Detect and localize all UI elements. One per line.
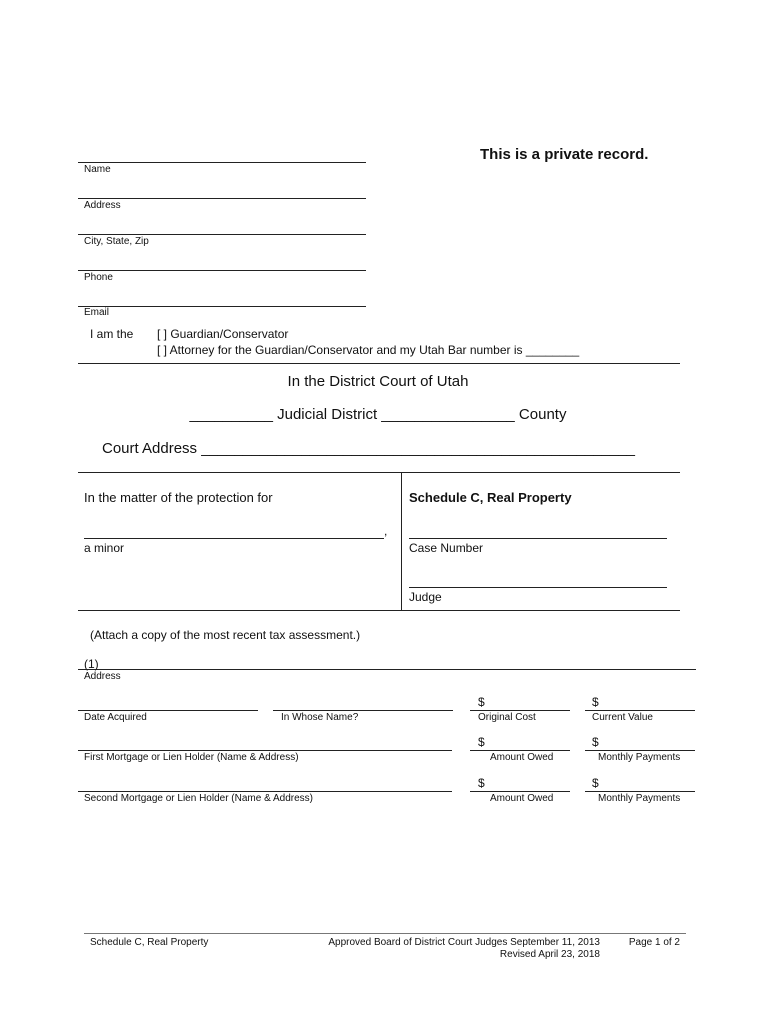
section-divider <box>78 363 680 364</box>
second-mortgage-label: Second Mortgage or Lien Holder (Name & Address) <box>84 793 314 804</box>
guardian-conservator-checkbox[interactable]: [ ] Guardian/Conservator <box>157 327 289 341</box>
first-amount-owed-label: Amount Owed <box>490 752 554 763</box>
current-value-label: Current Value <box>592 712 653 723</box>
first-mortgage-field[interactable] <box>78 750 452 751</box>
caption-bottom-border <box>78 610 680 611</box>
footer-approved: Approved Board of District Court Judges September 11, 2013 <box>328 937 600 948</box>
second-monthly-payments-dollar: $ <box>592 776 599 790</box>
judicial-district-line[interactable]: __________ Judicial District ________________ County <box>189 406 567 423</box>
footer-revised: Revised April 23, 2018 <box>499 949 600 960</box>
first-monthly-payments-dollar: $ <box>592 735 599 749</box>
original-cost-label: Original Cost <box>478 712 536 723</box>
date-acquired-field[interactable] <box>78 710 258 711</box>
original-cost-dollar: $ <box>478 695 485 709</box>
phone-field[interactable] <box>78 270 366 271</box>
caption-top-border <box>78 472 680 473</box>
first-amount-owed-field[interactable] <box>470 750 570 751</box>
matter-label: In the matter of the protection for <box>84 490 273 505</box>
tax-assessment-instruction: (Attach a copy of the most recent tax assessment.) <box>90 628 361 642</box>
court-title: In the District Court of Utah <box>287 373 469 390</box>
footer-page-number: Page 1 of 2 <box>628 937 680 948</box>
city-state-zip-label: City, State, Zip <box>84 236 149 247</box>
email-label: Email <box>84 307 110 318</box>
email-field[interactable] <box>78 306 366 307</box>
property-address-field[interactable] <box>78 669 696 670</box>
case-number-label: Case Number <box>409 541 484 555</box>
case-number-field[interactable] <box>409 538 667 539</box>
whose-name-label: In Whose Name? <box>281 712 359 723</box>
attorney-checkbox[interactable]: [ ] Attorney for the Guardian/Conservator and my Utah Bar number is ________ <box>157 343 580 357</box>
date-acquired-label: Date Acquired <box>84 712 147 723</box>
first-amount-owed-dollar: $ <box>478 735 485 749</box>
document-title: Schedule C, Real Property <box>409 490 572 505</box>
original-cost-field[interactable] <box>470 710 570 711</box>
second-amount-owed-dollar: $ <box>478 776 485 790</box>
second-mortgage-field[interactable] <box>78 791 452 792</box>
minor-name-field[interactable] <box>84 538 384 539</box>
judge-label: Judge <box>409 590 442 604</box>
second-monthly-payments-field[interactable] <box>585 791 695 792</box>
address-label: Address <box>84 200 121 211</box>
second-amount-owed-label: Amount Owed <box>490 793 554 804</box>
private-record-notice: This is a private record. <box>480 146 649 163</box>
footer-rule <box>84 933 686 934</box>
role-intro: I am the <box>90 327 134 341</box>
caption-divider <box>401 472 402 610</box>
property-address-label: Address <box>84 671 121 682</box>
minor-label: a minor <box>84 541 125 555</box>
court-address-line[interactable]: Court Address ____________________________________________________ <box>102 440 636 457</box>
name-field[interactable] <box>78 162 366 163</box>
current-value-field[interactable] <box>585 710 695 711</box>
first-monthly-payments-label: Monthly Payments <box>598 752 681 763</box>
city-state-zip-field[interactable] <box>78 234 366 235</box>
footer-form-name: Schedule C, Real Property <box>90 937 209 948</box>
whose-name-field[interactable] <box>273 710 453 711</box>
second-amount-owed-field[interactable] <box>470 791 570 792</box>
address-field[interactable] <box>78 198 366 199</box>
judge-field[interactable] <box>409 587 667 588</box>
current-value-dollar: $ <box>592 695 599 709</box>
first-mortgage-label: First Mortgage or Lien Holder (Name & Address) <box>84 752 299 763</box>
second-monthly-payments-label: Monthly Payments <box>598 793 681 804</box>
phone-label: Phone <box>84 272 113 283</box>
name-label: Name <box>84 164 111 175</box>
comma: , <box>384 524 388 538</box>
first-monthly-payments-field[interactable] <box>585 750 695 751</box>
item-number: (1) <box>84 657 99 671</box>
